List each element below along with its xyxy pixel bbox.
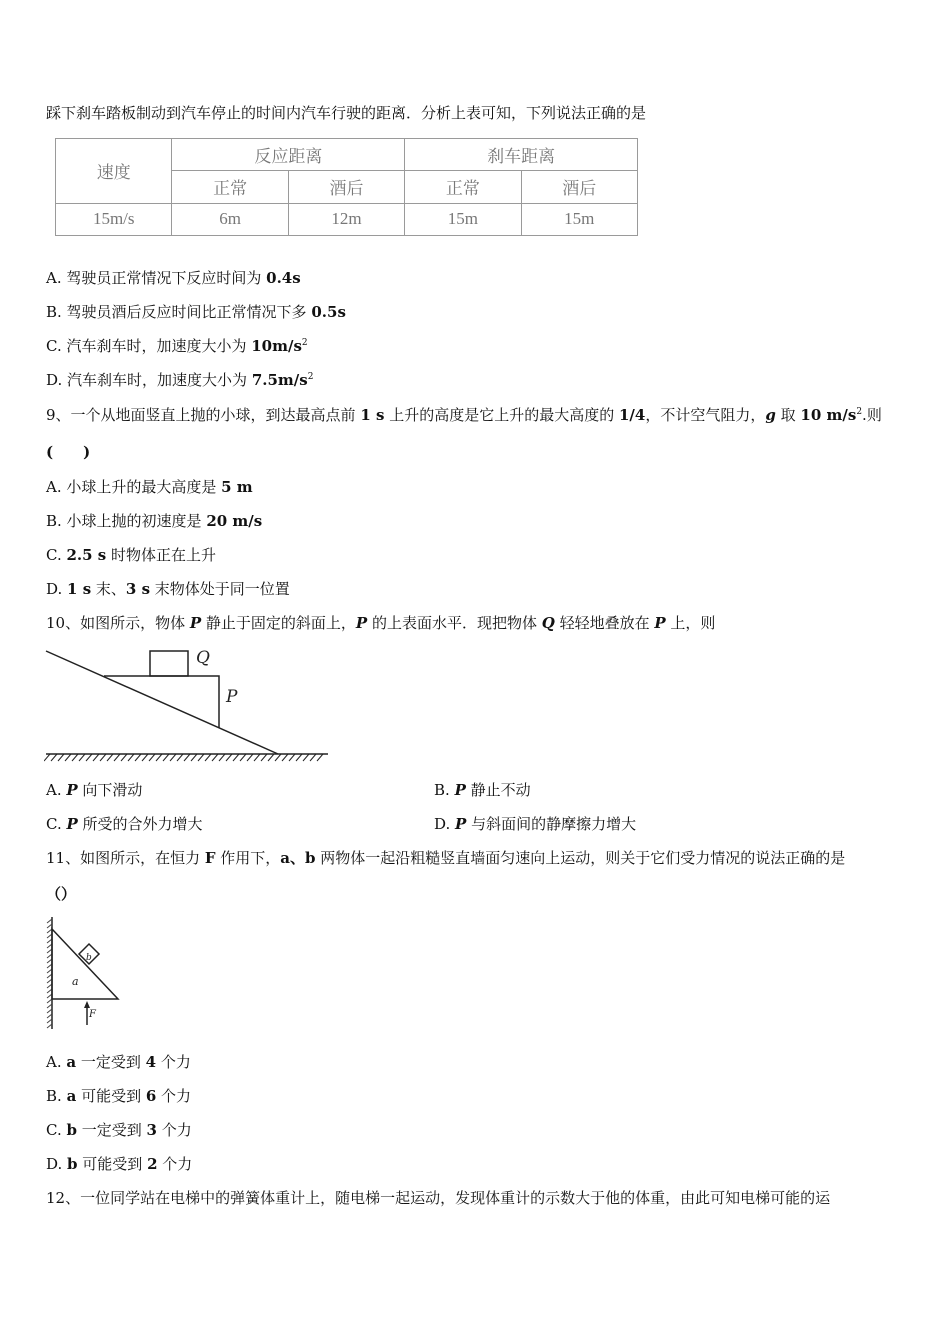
- hatch-mark: [121, 754, 127, 761]
- q10-option-a: A. P 向下滑动: [46, 781, 143, 799]
- label-a: a: [72, 975, 79, 988]
- hatch-mark: [240, 754, 246, 761]
- hatch-mark: [170, 754, 176, 761]
- q10-stem: 10、如图所示，物体 P 静止于固定的斜面上，P 的上表面水平．现把物体 Q 轻轻地叠放在 P 上，则: [46, 614, 716, 632]
- hatch-mark: [135, 754, 141, 761]
- hatch-mark: [163, 754, 169, 761]
- hatch-mark: [156, 754, 162, 761]
- label-q: Q: [196, 648, 210, 668]
- reaction-drunk-header: 酒后: [288, 171, 404, 203]
- hatch-mark: [317, 754, 323, 761]
- q8-option-c: C. 汽车刹车时，加速度大小为 $10m/s^2$: [46, 337, 308, 355]
- hatch-mark: [212, 754, 218, 761]
- hatch-mark: [205, 754, 211, 761]
- hatch-mark: [51, 754, 57, 761]
- hatch-mark: [79, 754, 85, 761]
- braking-normal-header: 正常: [405, 171, 521, 203]
- q11-option-d: D. b 可能受到 2 个力: [46, 1155, 193, 1173]
- reaction-normal-header: 正常: [172, 171, 288, 203]
- hatch-mark: [114, 754, 120, 761]
- hatch-mark: [226, 754, 232, 761]
- q9-stem: 9、一个从地面竖直上抛的小球，到达最高点前 1 s 上升的高度是它上升的最大高度的 1/4，不计空气阻力，g 取 10 $m/s^2$.则: [46, 406, 882, 424]
- hatch-mark: [177, 754, 183, 761]
- q11-option-a: A. a 一定受到 4 个力: [46, 1053, 191, 1071]
- hatch-mark: [261, 754, 267, 761]
- q8-option-d: D. 汽车刹车时，加速度大小为 $7.5m/s^2$: [46, 371, 314, 389]
- hatch-mark: [44, 754, 50, 761]
- q9-option-b: B. 小球上抛的初速度是 20 m/s: [46, 512, 263, 530]
- table-cell: 15m/s: [56, 203, 172, 235]
- braking-drunk-header: 酒后: [521, 171, 637, 203]
- table-cell: 6m: [172, 203, 288, 235]
- table-cell: 12m: [288, 203, 404, 235]
- incline-diagram: [44, 645, 334, 767]
- hatch-mark: [100, 754, 106, 761]
- reaction-header: 反应距离: [172, 139, 405, 171]
- q9-option-a: A. 小球上升的最大高度是 5 m: [46, 478, 253, 496]
- hatch-mark: [107, 754, 113, 761]
- q9-option-d: D. 1 s 末、3 s 末物体处于同一位置: [46, 580, 290, 598]
- hatch-mark: [58, 754, 64, 761]
- q10-option-c: C. P 所受的合外力增大: [46, 815, 203, 833]
- force-arrowhead: [84, 1001, 90, 1008]
- label-b: b: [86, 953, 92, 963]
- q11-stem: 11、如图所示，在恒力 F 作用下，a、b 两物体一起沿粗糙竖直墙面匀速向上运动，则关于它们受力情况的说法正确的是: [46, 849, 846, 867]
- wedge-a: [52, 929, 118, 999]
- hatch-mark: [86, 754, 92, 761]
- braking-header: 刹车距离: [405, 139, 638, 171]
- q9-option-c: C. 2.5 s 时物体正在上升: [46, 546, 217, 564]
- intro-text: 踩下刹车踏板制动到汽车停止的时间内汽车行驶的距离．分析上表可知，下列说法正确的是: [46, 104, 647, 122]
- label-p: P: [226, 687, 238, 707]
- hatch-mark: [184, 754, 190, 761]
- hatch-mark: [72, 754, 78, 761]
- label-f: F: [89, 1009, 96, 1020]
- q10-option-b: B. P 静止不动: [434, 781, 531, 799]
- q8-option-b: B. 驾驶员酒后反应时间比正常情况下多 0.5s: [46, 303, 346, 321]
- q12-stem: 12、一位同学站在电梯中的弹簧体重计上，随电梯一起运动，发现体重计的示数大于他的体重，由此可知电梯可能的运: [46, 1189, 831, 1207]
- hatch-mark: [93, 754, 99, 761]
- q11-paren: （）: [46, 885, 77, 903]
- hatch-mark: [303, 754, 309, 761]
- table-row: [56, 203, 638, 235]
- q11-option-b: B. a 可能受到 6 个力: [46, 1087, 192, 1105]
- q10-option-d: D. P 与斜面间的静摩擦力增大: [434, 815, 637, 833]
- incline-surface: [46, 651, 278, 754]
- hatch-mark: [149, 754, 155, 761]
- hatch-mark: [275, 754, 281, 761]
- hatch-mark: [296, 754, 302, 761]
- ground-hatch: [44, 754, 323, 761]
- hatch-mark: [198, 754, 204, 761]
- hatch-mark: [128, 754, 134, 761]
- wall-diagram: [42, 915, 126, 1033]
- speed-header: 速度: [56, 139, 172, 204]
- distance-table: [55, 138, 638, 236]
- table-cell: 15m: [521, 203, 637, 235]
- hatch-mark: [268, 754, 274, 761]
- hatch-mark: [247, 754, 253, 761]
- q9-paren: ( ): [46, 443, 91, 461]
- hatch-mark: [254, 754, 260, 761]
- hatch-mark: [191, 754, 197, 761]
- q8-option-a: A. 驾驶员正常情况下反应时间为 0.4s: [46, 269, 301, 287]
- hatch-mark: [142, 754, 148, 761]
- table-cell: 15m: [405, 203, 521, 235]
- hatch-mark: [310, 754, 316, 761]
- hatch-mark: [282, 754, 288, 761]
- hatch-mark: [289, 754, 295, 761]
- hatch-mark: [65, 754, 71, 761]
- hatch-mark: [233, 754, 239, 761]
- block-q: [150, 651, 188, 676]
- hatch-mark: [219, 754, 225, 761]
- q11-option-c: C. b 一定受到 3 个力: [46, 1121, 192, 1139]
